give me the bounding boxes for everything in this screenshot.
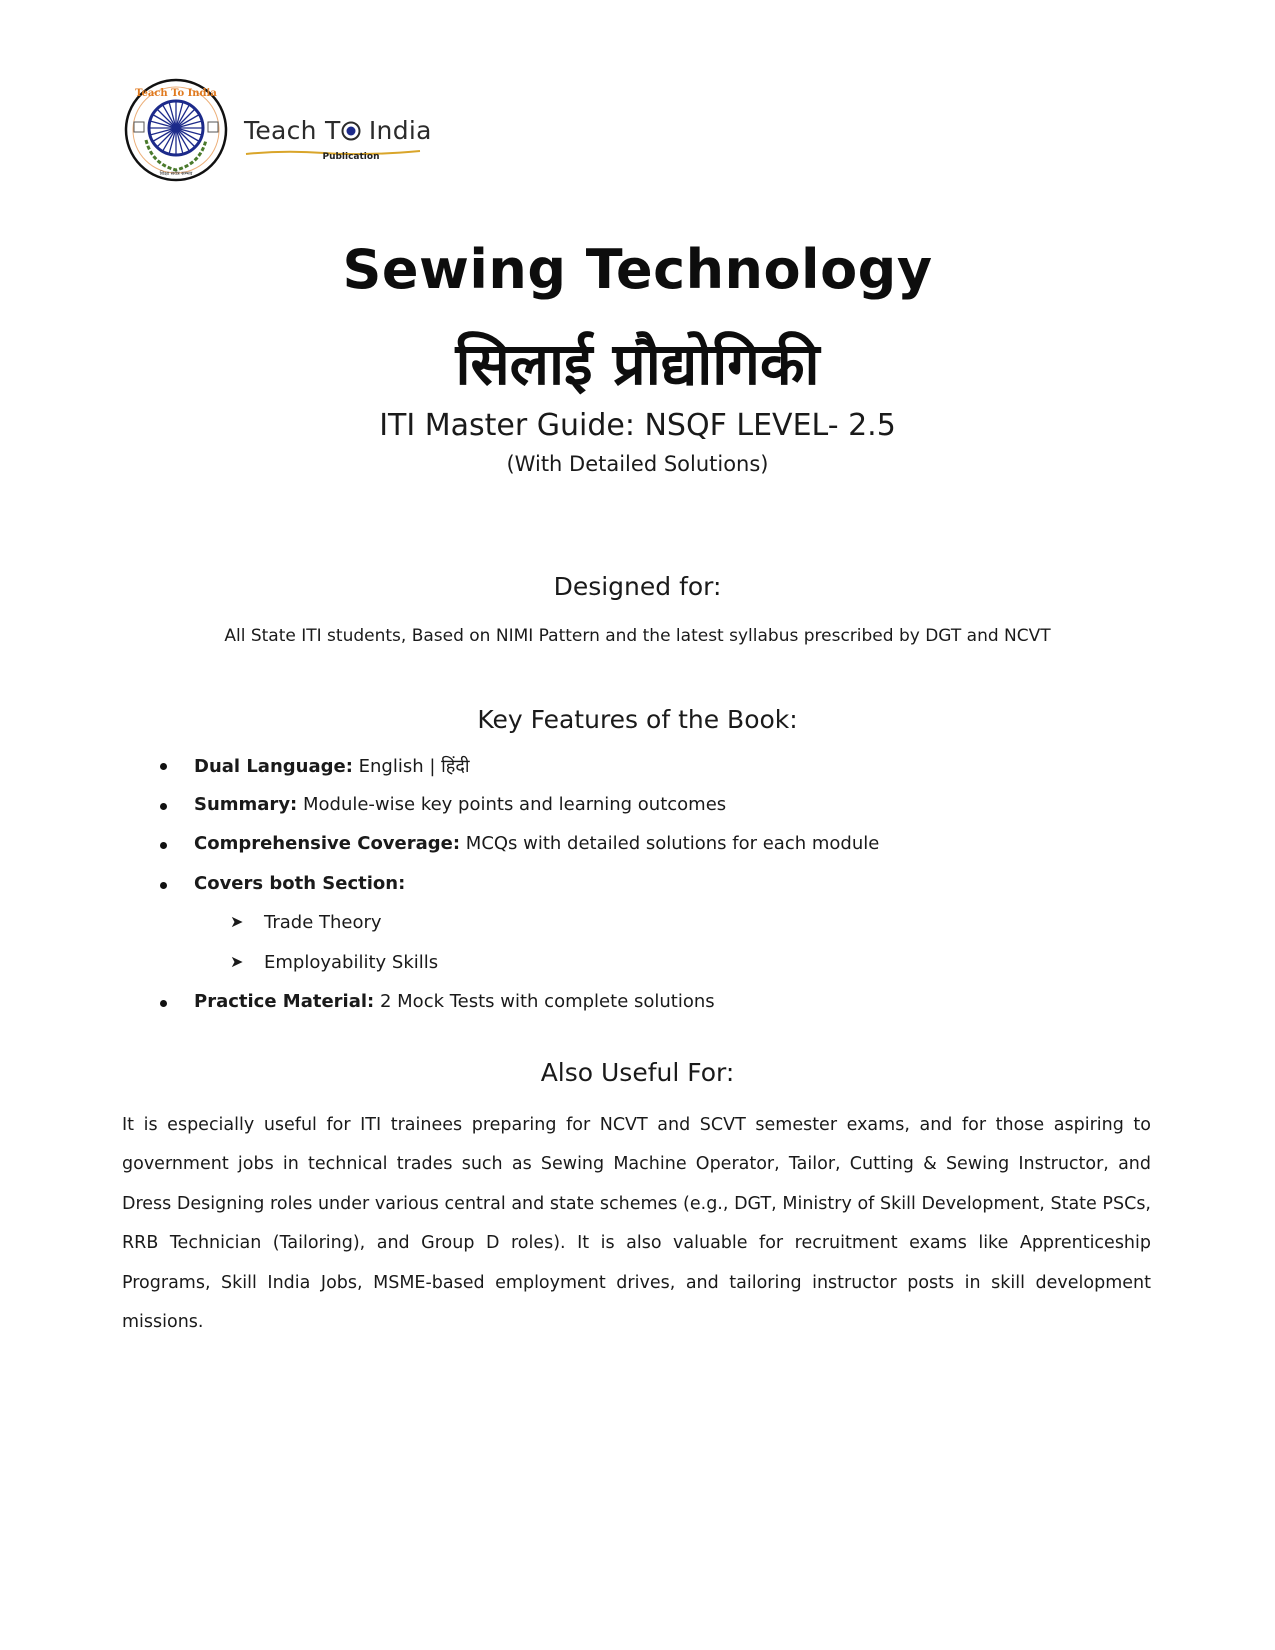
key-features-list: [160, 754, 1160, 1031]
arrowhead-bullet-icon: ➤: [230, 951, 244, 971]
logo-motto: शिक्षा सर्वत्र सम्भव: [159, 171, 193, 177]
logo-ring-text: Teach To India: [135, 88, 217, 99]
feature-text: MCQs with detailed solutions for each module: [460, 833, 880, 854]
feature-sub-item: [160, 912, 1160, 952]
logo-name-part1: Teach T: [244, 116, 341, 145]
bullet-icon: [160, 882, 167, 889]
also-useful-paragraph: It is especially useful for ITI trainees preparing for NCVT and SCVT semester exams, and for those aspiring to government jobs in technical trades such as Sewing Machine Operator, Tailor, Cutting & Sewing Instructor, and Dress Designing roles under various central and state schemes (e.g., DGT, Ministry of Skill Development, State PSCs, RRB Technician (Tailoring), and Group D roles). It is also valuable for recruitment exams like Apprenticeship Programs, Skill India Jobs, MSME-based employment drives, and tailoring instructor posts in skill development missions.: [122, 1115, 1151, 1333]
publisher-logo: [124, 74, 434, 186]
key-features-heading: Key Features of the Book:: [477, 705, 798, 734]
bullet-icon: [160, 1000, 167, 1007]
feature-label: Comprehensive Coverage:: [194, 833, 461, 854]
book-title-hindi: सिलाई प्रौद्योगिकी: [455, 330, 820, 398]
also-useful-heading: Also Useful For:: [540, 1058, 735, 1087]
feature-item: [160, 754, 1160, 794]
chakra-emblem-icon: [124, 78, 228, 182]
book-subtitle: ITI Master Guide: NSQF LEVEL- 2.5: [379, 408, 896, 443]
feature-label: Summary:: [194, 793, 298, 815]
bullet-icon: [160, 763, 167, 770]
logo-subtitle: Publication: [322, 152, 380, 162]
designed-for-text: All State ITI students, Based on NIMI Pattern and the latest syllabus prescribed by DGT and NCVT: [224, 626, 1051, 646]
feature-item: [160, 833, 1160, 873]
feature-text: 2 Mock Tests with complete solutions: [374, 991, 715, 1012]
book-title-english: Sewing Technology: [342, 238, 933, 301]
bullet-icon: [160, 842, 167, 849]
feature-text: Module-wise key points and learning outcomes: [297, 793, 727, 815]
feature-item: [160, 794, 1160, 834]
arrowhead-bullet-icon: ➤: [230, 912, 244, 931]
feature-item: [160, 991, 1160, 1031]
designed-for-heading: Designed for:: [553, 572, 722, 601]
sub-item-text: Employability Skills: [264, 951, 439, 973]
feature-label: Practice Material:: [194, 991, 375, 1012]
logo-name-part2: India: [360, 116, 432, 145]
logo-wordmark: [244, 116, 432, 145]
sub-item-text: Trade Theory: [264, 912, 382, 933]
feature-label: Covers both Section:: [194, 872, 406, 894]
bullet-icon: [160, 803, 167, 810]
book-subtitle-note: (With Detailed Solutions): [506, 452, 769, 476]
logo-o-chakra-icon: [341, 116, 361, 145]
feature-text: English | हिंदी: [352, 756, 470, 777]
feature-item: [160, 873, 1160, 913]
feature-label: Dual Language:: [194, 756, 353, 777]
feature-sub-item: [160, 952, 1160, 992]
